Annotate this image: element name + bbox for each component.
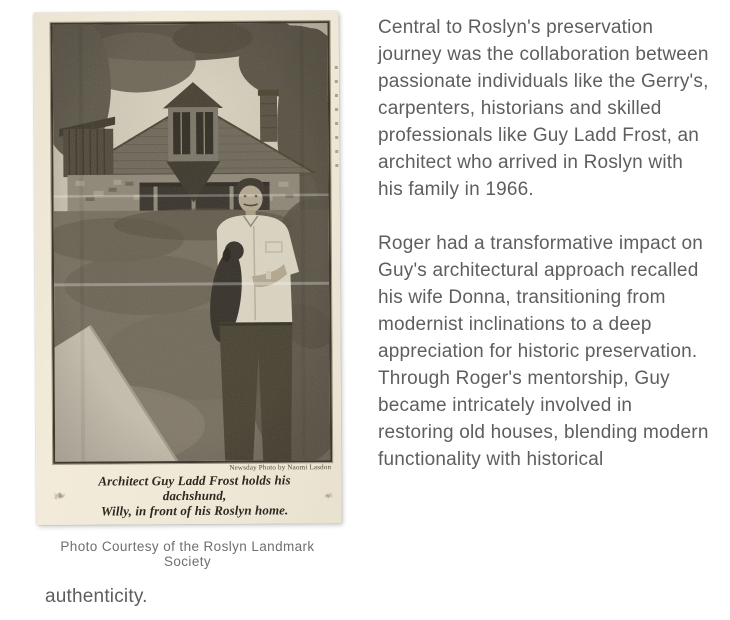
paragraph-2: Roger had a transformative impact on Guy's architectural approach recalled his wife Donna, transitioning from modernist inclinations to a deep appreciation for historic preservation. Through Roger's mentorship, Guy became intricately involved in restoring old houses, blending modern functionality with historical — [378, 233, 709, 470]
photo-frame — [50, 21, 332, 464]
paragraph-1: Central to Roslyn's preservation journey was the collaboration between passionate individuals like the Gerry's, carpenters, historians and skilled professionals like Guy Ladd Frost, an architect who arrived in Roslyn with his family in 1966. — [378, 17, 709, 200]
newspaper-clipping — [33, 11, 341, 525]
halftone-grain — [53, 23, 331, 462]
caption-line1: Architect Guy Ladd Frost holds his dachshund, — [98, 472, 291, 504]
photo-credit: Newsday Photo by Naomi Lasdon — [229, 463, 332, 472]
photo-courtesy-caption: Photo Courtesy of the Roslyn Landmark Society — [60, 539, 315, 569]
paragraph-continuation: authenticity. — [45, 586, 148, 607]
newspaper-photo — [53, 23, 331, 462]
clipping-caption — [74, 472, 315, 518]
caption-line2: Willy, in front of his Roslyn home. — [100, 502, 289, 519]
torn-edge — [335, 59, 339, 169]
floral-ornament-icon: ❧ — [51, 486, 68, 507]
caption-row — [51, 472, 335, 519]
newspaper-clipping-figure — [35, 12, 340, 569]
article-text-column — [378, 12, 710, 500]
floral-ornament-icon: ❧ — [321, 487, 335, 503]
content-row — [35, 12, 710, 569]
